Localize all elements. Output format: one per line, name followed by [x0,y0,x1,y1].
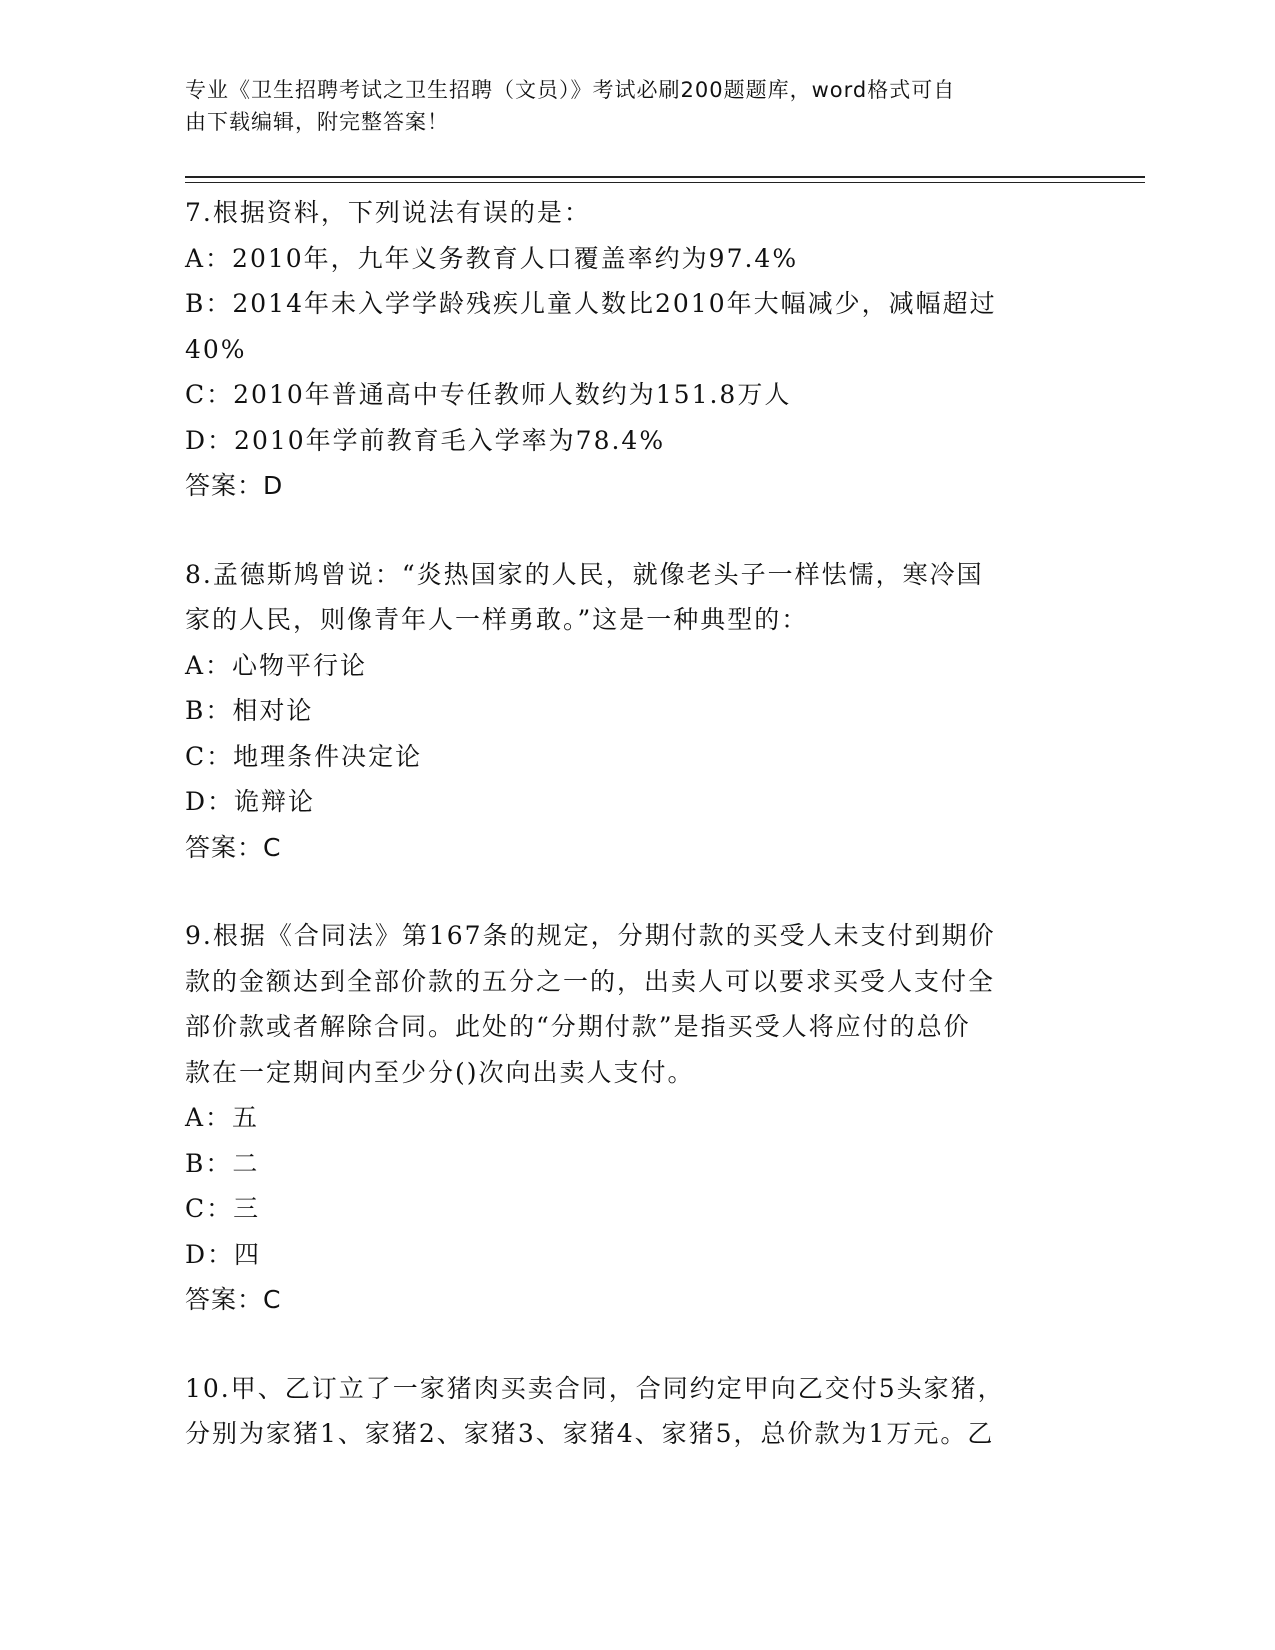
option-c: C：地理条件决定论 [185,741,423,771]
header-divider [185,182,1145,183]
option-b: B：2014年未入学学龄残疾儿童人数比2010年大幅减少，减幅超过 [185,289,997,318]
question-stem: 家的人民，则像青年人一样勇敢。”这是一种典型的： [185,605,809,634]
option-b: B：相对论 [185,696,314,725]
question-stem: 7.根据资料，下列说法有误的是： [185,198,591,227]
option-c: C：三 [185,1194,261,1223]
option-d: D：四 [185,1239,262,1269]
question-block [185,913,1085,1323]
header-line: 专业《卫生招聘考试之卫生招聘（文员）》考试必刷200题题库，word格式可自 [185,78,956,102]
header-line: 由下载编辑，附完整答案！ [185,110,449,134]
option-b: B：二 [185,1148,260,1178]
question-stem: 8.孟德斯鸠曾说：“炎热国家的人民，就像老头子一样怯懦，寒冷国 [185,559,984,589]
question-block [185,1366,1085,1457]
option-a: A：2010年，九年义务教育人口覆盖率约为97.4% [185,243,799,273]
document-header [185,74,1065,138]
answer-label: 答案：C [185,1285,282,1314]
question-block [185,552,1085,871]
option-d: D：2010年学前教育毛入学率为78.4% [185,425,666,455]
question-stem: 款在一定期间内至少分()次向出卖人支付。 [185,1057,695,1087]
option-c: C：2010年普通高中专任教师人数约为151.8万人 [185,380,792,409]
option-a: A：心物平行论 [185,650,368,680]
question-stem: 9.根据《合同法》第167条的规定，分期付款的买受人未支付到期价 [185,921,996,950]
question-stem: 款的金额达到全部价款的五分之一的，出卖人可以要求买受人支付全 [185,966,996,996]
option-b: 40% [185,334,247,364]
question-stem: 10.甲、乙订立了一家猪肉买卖合同，合同约定甲向乙交付5头家猪， [185,1373,1005,1403]
question-list [185,190,1085,1500]
question-stem: 部价款或者解除合同。此处的“分期付款”是指买受人将应付的总价 [185,1012,971,1041]
question-stem: 分别为家猪1、家猪2、家猪3、家猪4、家猪5，总价款为1万元。乙 [185,1419,995,1448]
answer-label: 答案：C [185,832,282,862]
header-divider [185,176,1145,178]
option-d: D：诡辩论 [185,787,316,816]
answer-label: 答案：D [185,471,284,500]
question-block [185,190,1085,509]
option-a: A：五 [185,1103,260,1132]
